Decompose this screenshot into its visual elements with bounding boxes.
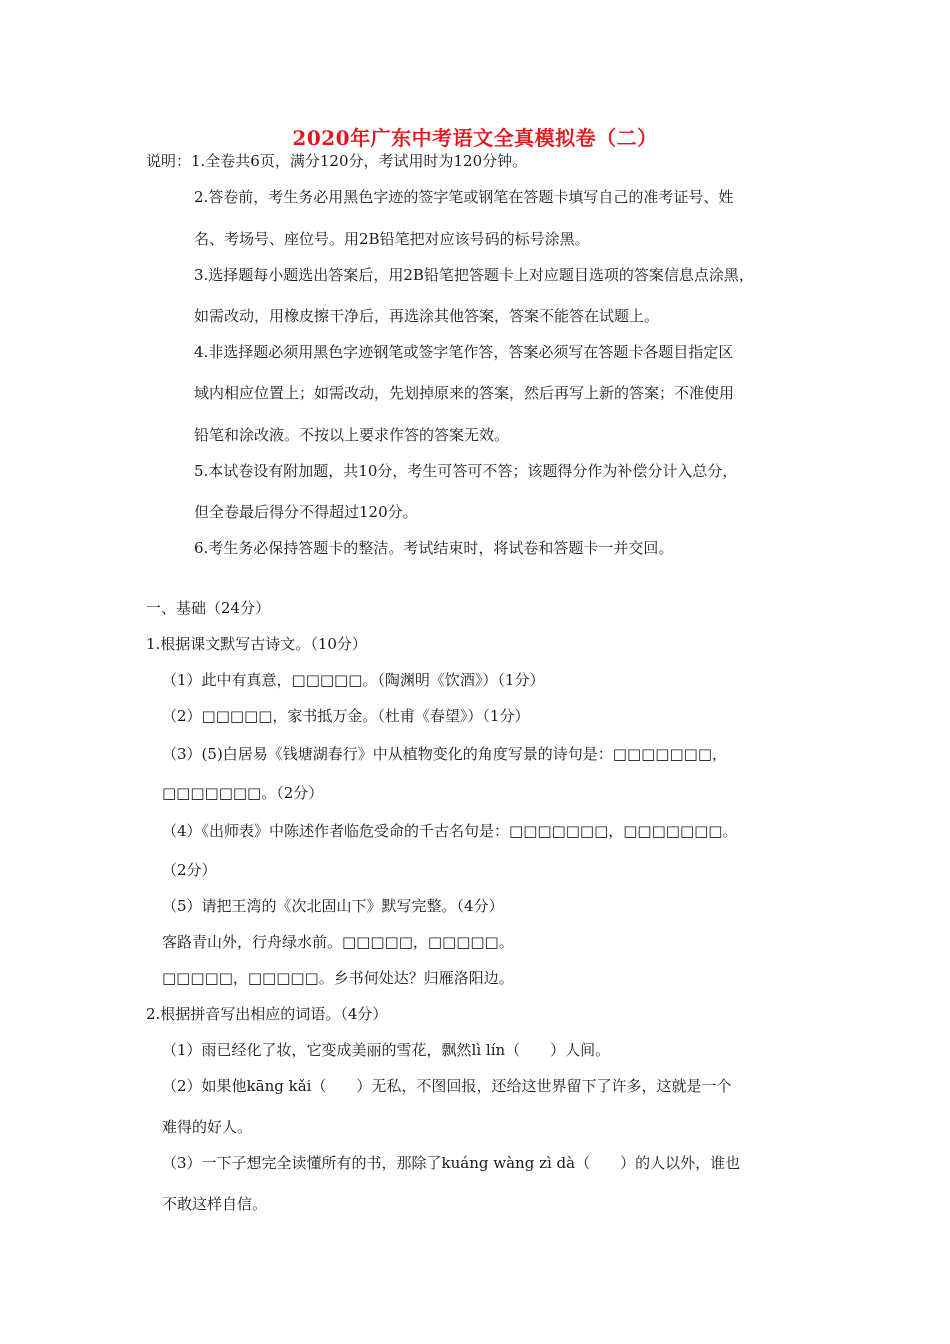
question-line: 难得的好人。 — [162, 1118, 253, 1136]
instruction-line: 2.答卷前，考生务必用黑色字迹的签字笔或钢笔在答题卡填写自己的准考证号、姓 — [194, 188, 734, 206]
question-stem: 1.根据课文默写古诗文。（10分） — [146, 635, 367, 653]
instruction-line: 3.选择题每小题选出答案后，用2B铅笔把答题卡上对应题目选项的答案信息点涂黑， — [194, 266, 754, 284]
question-line: （1）此中有真意，□□□□□。（陶渊明《饮酒》）（1分） — [162, 671, 545, 689]
question-line: （4）《出师表》中陈述作者临危受命的千古名句是：□□□□□□□，□□□□□□□。 — [162, 822, 738, 840]
question-line: （3）(5)白居易《钱塘湖春行》中从植物变化的角度写景的诗句是：□□□□□□□， — [162, 745, 728, 763]
instruction-line: 但全卷最后得分不得超过120分。 — [194, 503, 418, 521]
instruction-line: 名、考场号、座位号。用2B铅笔把对应该号码的标号涂黑。 — [194, 230, 590, 248]
question-line: 客路青山外，行舟绿水前。□□□□□，□□□□□。 — [162, 933, 514, 951]
question-line: □□□□□□□。（2分） — [162, 784, 324, 802]
question-stem: 2.根据拼音写出相应的词语。（4分） — [146, 1005, 388, 1023]
question-line: （1）雨已经化了妆，它变成美丽的雪花，飘然lì lín（ ）人间。 — [162, 1041, 611, 1059]
instruction-line: 说明：1.全卷共6页，满分120分，考试用时为120分钟。 — [146, 152, 528, 170]
instruction-line: 如需改动，用橡皮擦干净后，再选涂其他答案，答案不能答在试题上。 — [194, 307, 660, 325]
question-line: （3）一下子想完全读懂所有的书，那除了kuáng wàng zì dà（ ）的人以外，谁也 — [162, 1154, 741, 1172]
section-heading: 一、基础（24分） — [146, 599, 271, 617]
instruction-line: 6.考生务必保持答题卡的整洁。考试结束时，将试卷和答题卡一并交回。 — [194, 539, 674, 557]
instruction-line: 4.非选择题必须用黑色字迹钢笔或签字笔作答，答案必须写在答题卡各题目指定区 — [194, 343, 734, 361]
instruction-line: 域内相应位置上；如需改动，先划掉原来的答案，然后再写上新的答案；不准使用 — [194, 384, 735, 402]
exam-title: 2020年广东中考语文全真模拟卷（二） — [292, 126, 658, 150]
question-line: （2）□□□□□，家书抵万金。（杜甫《春望》）（1分） — [162, 707, 530, 725]
instruction-line: 5.本试卷设有附加题，共10分，考生可答可不答；该题得分作为补偿分计入总分， — [194, 462, 738, 480]
question-line: （2）如果他kāng kǎi（ ）无私，不图回报，还给这世界留下了许多，这就是一个 — [162, 1077, 732, 1095]
instruction-line: 铅笔和涂改液。不按以上要求作答的答案无效。 — [194, 426, 510, 444]
question-line: □□□□□，□□□□□。乡书何处达？归雁洛阳边。 — [162, 969, 514, 987]
question-line: （5）请把王湾的《次北固山下》默写完整。（4分） — [162, 897, 504, 915]
question-line: 不敢这样自信。 — [162, 1195, 268, 1213]
question-line: （2分） — [162, 861, 217, 879]
